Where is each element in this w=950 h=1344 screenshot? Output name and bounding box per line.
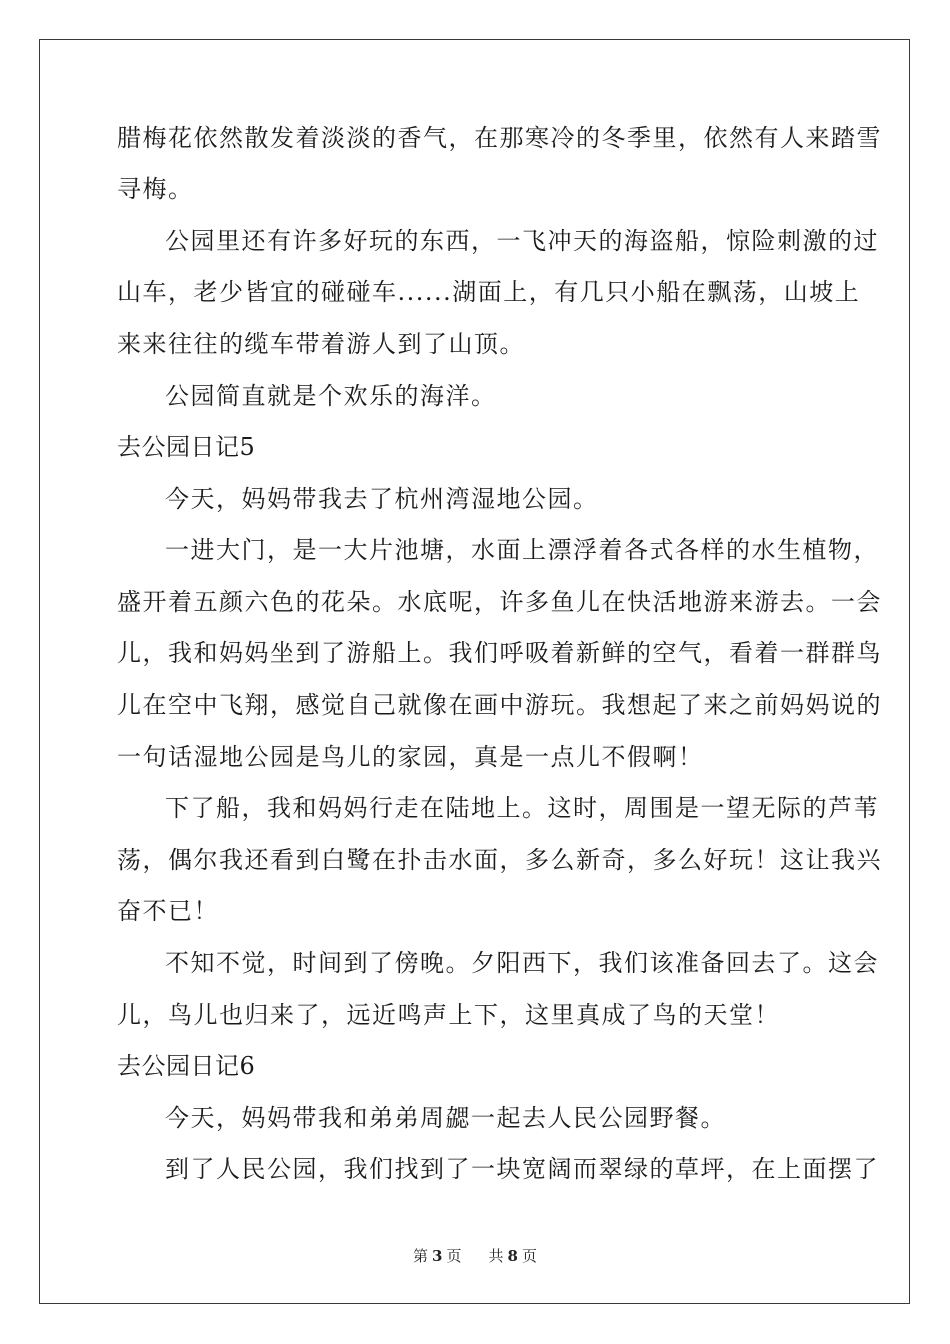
paragraph-line: 一句话湿地公园是鸟儿的家园，真是一点儿不假啊！ <box>117 743 704 771</box>
page-indicator <box>411 1247 463 1265</box>
paragraph-line: 今天，妈妈带我和弟弟周勰一起去人民公园野餐。 <box>165 1104 726 1132</box>
paragraph-line: 公园简直就是个欢乐的海洋。 <box>165 382 497 410</box>
paragraph-line: 公园里还有许多好玩的东西，一飞冲天的海盗船，惊险刺激的过 <box>165 227 879 255</box>
paragraph-line: 儿，鸟儿也归来了，远近鸣声上下，这里真成了鸟的天堂！ <box>117 1001 780 1029</box>
paragraph-line: 今天，妈妈带我去了杭州湾湿地公园。 <box>165 485 599 513</box>
section-heading: 去公园日记6 <box>117 1052 256 1080</box>
total-indicator <box>487 1247 539 1265</box>
total-pages: 8 <box>507 1247 518 1265</box>
paragraph-line: 盛开着五颜六色的花朵。水底呢，许多鱼儿在快活地游来游去。一会 <box>117 588 882 616</box>
paragraph-line: 寻梅。 <box>117 175 194 203</box>
paragraph-line: 来来往往的缆车带着游人到了山顶。 <box>117 330 525 358</box>
paragraph-line: 荡，偶尔我还看到白鹭在扑击水面，多么新奇，多么好玩！这让我兴 <box>117 846 882 874</box>
page-suffix: 页 <box>446 1247 462 1265</box>
total-suffix: 页 <box>521 1247 537 1265</box>
section-heading: 去公园日记5 <box>117 433 256 461</box>
paragraph-line: 儿，我和妈妈坐到了游船上。我们呼吸着新鲜的空气，看着一群群鸟 <box>117 639 882 667</box>
paragraph-line: 一进大门，是一大片池塘，水面上漂浮着各式各样的水生植物， <box>165 536 879 564</box>
total-prefix: 共 <box>488 1247 504 1265</box>
paragraph-line: 不知不觉，时间到了傍晚。夕阳西下，我们该准备回去了。这会 <box>165 949 879 977</box>
paragraph-line: 下了船，我和妈妈行走在陆地上。这时，周围是一望无际的芦苇 <box>165 794 879 822</box>
paragraph-line: 山车，老少皆宜的碰碰车......湖面上，有几只小船在飘荡，山坡上 <box>117 278 861 306</box>
paragraph-line: 腊梅花依然散发着淡淡的香气，在那寒冷的冬季里，依然有人来踏雪 <box>117 124 882 152</box>
paragraph-line: 儿在空中飞翔，感觉自己就像在画中游玩。我想起了来之前妈妈说的 <box>117 691 882 719</box>
page-prefix: 第 <box>412 1247 428 1265</box>
paragraph-line: 到了人民公园，我们找到了一块宽阔而翠绿的草坪，在上面摆了 <box>165 1155 879 1183</box>
page-number: 3 <box>432 1247 443 1265</box>
page-footer <box>0 1246 950 1266</box>
paragraph-line: 奋不已！ <box>117 897 219 925</box>
